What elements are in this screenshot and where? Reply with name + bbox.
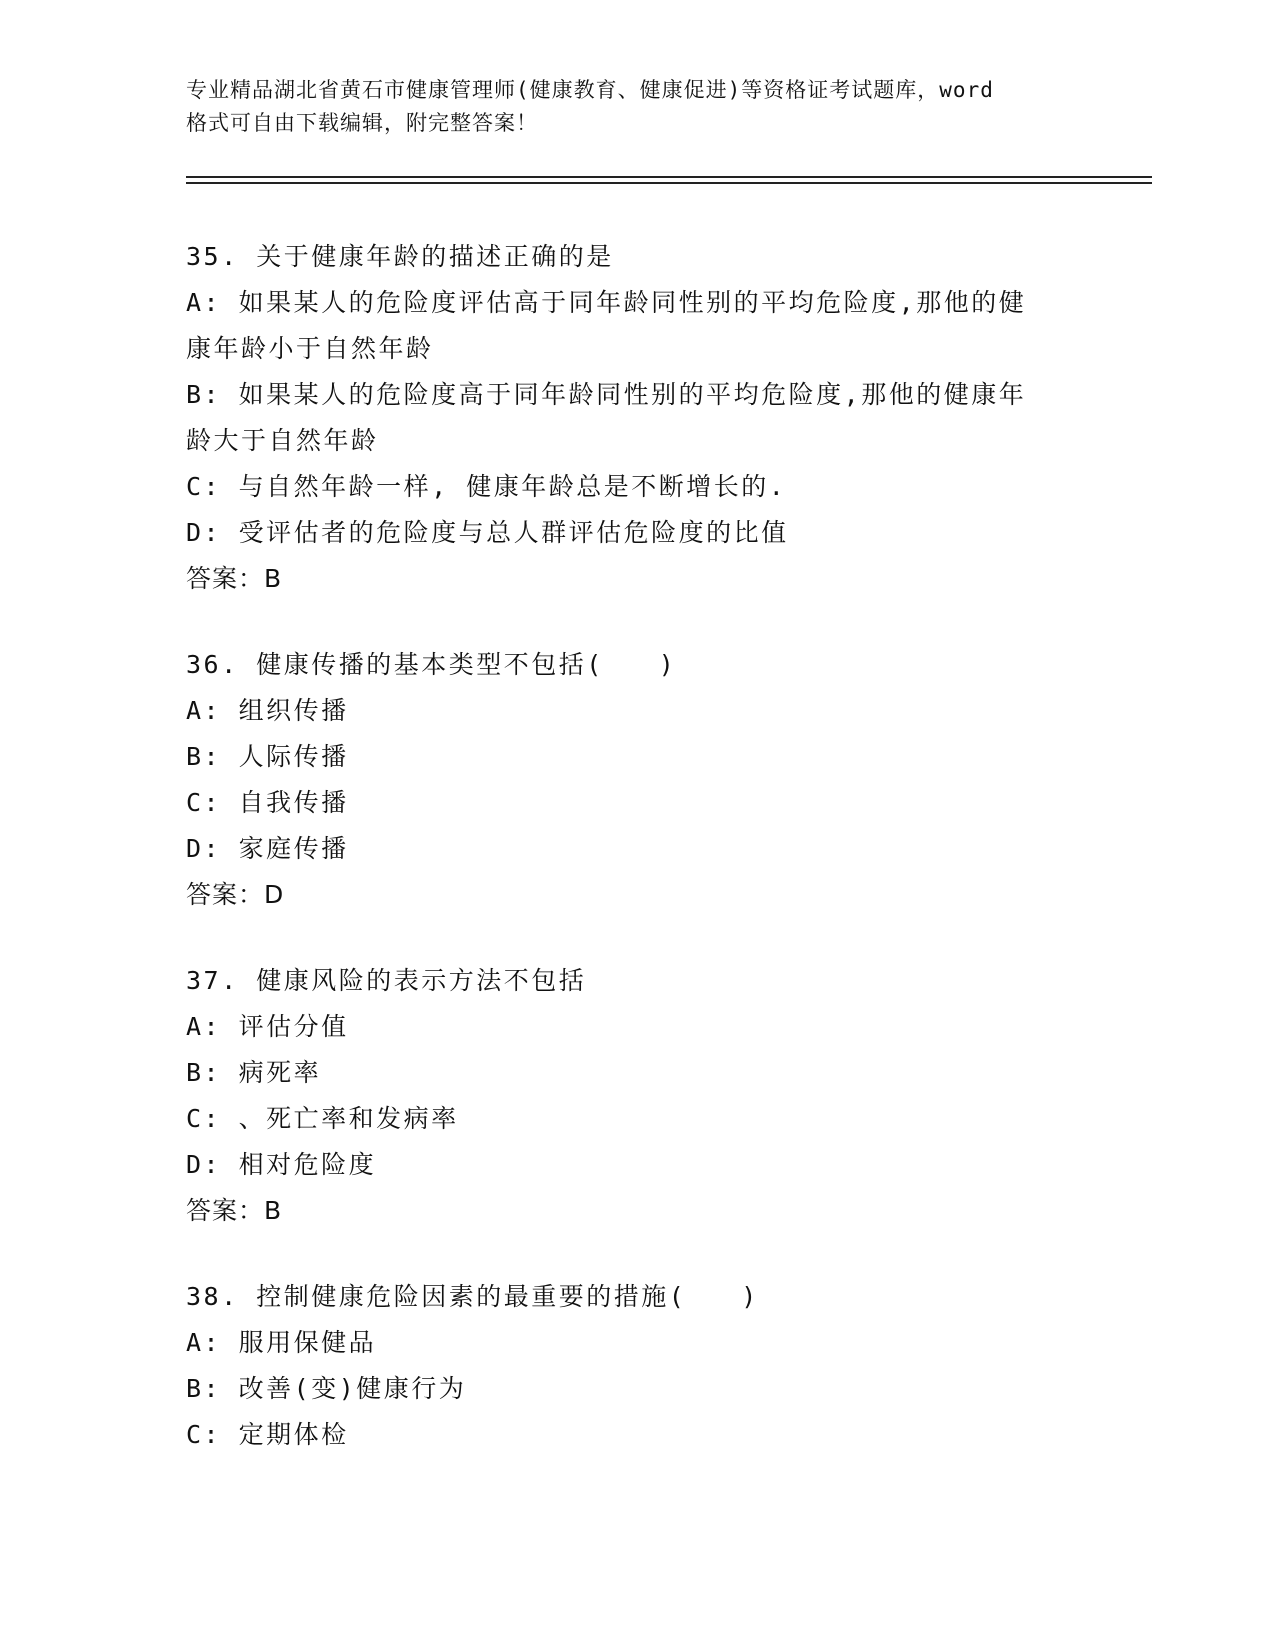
option-c: C: 自我传播 [186, 788, 349, 817]
question-stem: 37. 健康风险的表示方法不包括 [186, 966, 587, 995]
option-a: A: 评估分值 [186, 1012, 349, 1041]
question-list [186, 234, 1086, 1498]
question-35 [186, 234, 1086, 602]
option-a: A: 组织传播 [186, 696, 349, 725]
question-stem: 35. 关于健康年龄的描述正确的是 [186, 242, 614, 271]
option-c: C: 与自然年龄一样, 健康年龄总是不断增长的. [186, 472, 787, 501]
answer-line: 答案：B [186, 1196, 283, 1225]
header-line-1: 专业精品湖北省黄石市健康管理师(健康教育、健康促进)等资格证考试题库，word [186, 78, 994, 102]
option-b: B: 病死率 [186, 1058, 322, 1087]
question-stem: 38. 控制健康危险因素的最重要的措施( ) [186, 1282, 759, 1311]
header-rule-bottom [186, 182, 1152, 184]
question-37 [186, 958, 1086, 1234]
document-header [186, 74, 1086, 140]
option-c: C: 定期体检 [186, 1420, 349, 1449]
question-36 [186, 642, 1086, 918]
answer-line: 答案：B [186, 564, 283, 593]
option-c: C: 、死亡率和发病率 [186, 1104, 459, 1133]
option-b: B: 如果某人的危险度高于同年龄同性别的平均危险度,那他的健康年龄大于自然年龄 [186, 380, 1027, 455]
option-a: A: 如果某人的危险度评估高于同年龄同性别的平均危险度,那他的健康年龄小于自然年龄 [186, 288, 1027, 363]
option-d: D: 相对危险度 [186, 1150, 377, 1179]
header-rule-top [186, 176, 1152, 178]
answer-line: 答案：D [186, 880, 285, 909]
header-line-2: 格式可自由下载编辑，附完整答案！ [186, 111, 538, 135]
option-a: A: 服用保健品 [186, 1328, 377, 1357]
question-stem: 36. 健康传播的基本类型不包括( ) [186, 650, 677, 679]
option-d: D: 受评估者的危险度与总人群评估危险度的比值 [186, 518, 789, 547]
option-d: D: 家庭传播 [186, 834, 349, 863]
option-b: B: 人际传播 [186, 742, 349, 771]
question-38 [186, 1274, 1086, 1458]
option-b: B: 改善(变)健康行为 [186, 1374, 467, 1403]
